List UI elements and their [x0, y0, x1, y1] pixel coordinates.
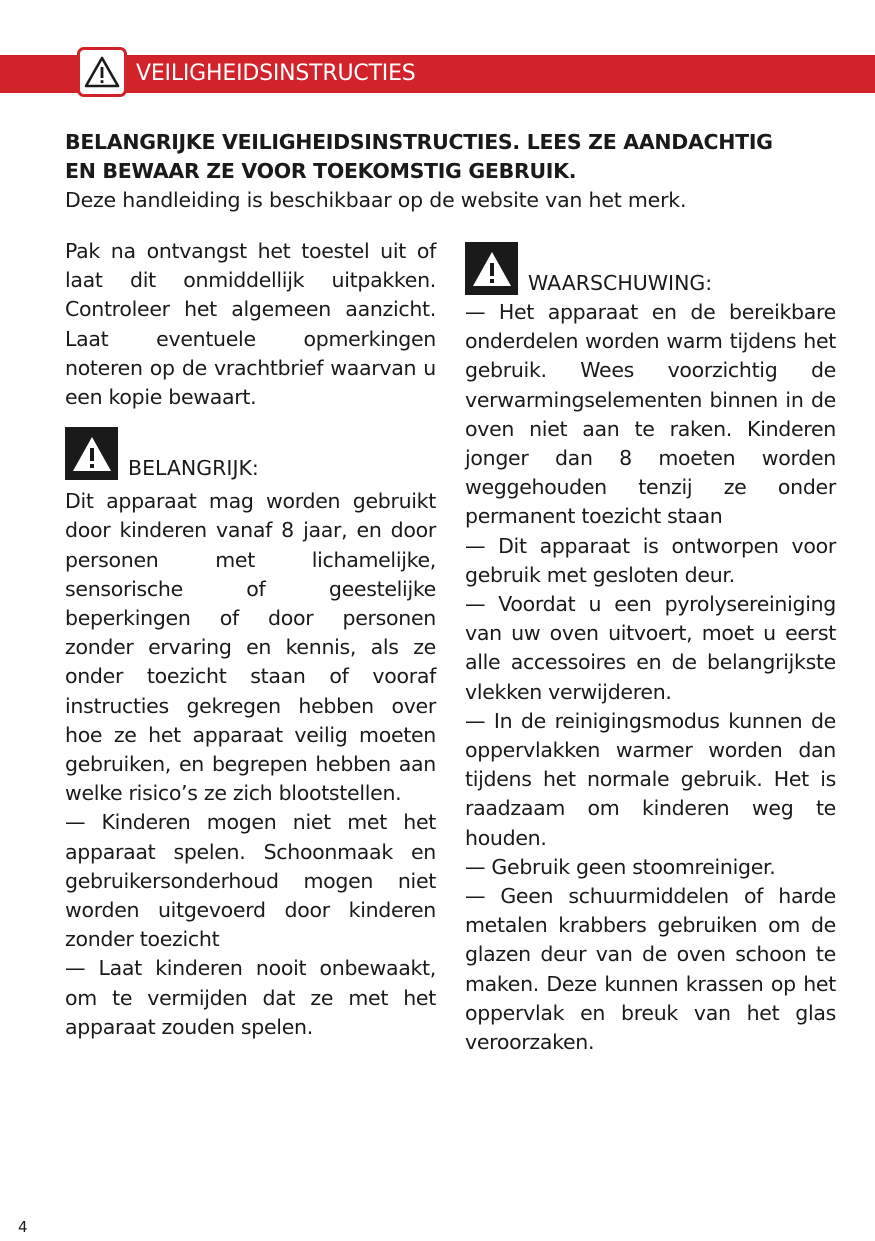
- abrasives-paragraph: — Geen schuurmiddelen of harde metalen krabbers gebruiken om de glazen deur van de oven schoon te maken. Deze kunnen krassen op het oppervlak en breuk van het glas veroorzaken.: [465, 884, 836, 1055]
- right-column: [465, 240, 836, 1057]
- section-header-banner: [0, 55, 875, 93]
- important-label: BELANGRIJK:: [128, 456, 259, 481]
- cleaning-mode-paragraph: — In de reinigingsmodus kunnen de oppervlakken warmer worden dan tijdens het normale gebruik. Het is raadzaam om kinderen weg te houden.: [465, 708, 836, 850]
- warning-heading: [465, 242, 836, 295]
- steam-cleaner-paragraph: — Gebruik geen stoomreiniger.: [465, 854, 776, 879]
- children-usage-paragraph: Dit apparaat mag worden gebruikt door kinderen vanaf 8 jaar, en door personen met lichamelijke, sensorische of geestelijke beperkingen of door personen zonder ervaring en kennis, als ze onder toezicht staan of vooraf instructies gekregen hebben over hoe ze het apparaat veilig moeten gebruiken, en begrepen hebben aan welke risico’s ze zich blootstellen.: [65, 489, 436, 806]
- warning-triangle-icon: [84, 56, 120, 88]
- warning-icon: [465, 242, 518, 295]
- unattended-paragraph: — Laat kinderen nooit onbewaakt, om te vermijden dat ze met het apparaat zouden spelen.: [65, 956, 436, 1039]
- important-heading: [65, 427, 436, 480]
- left-column: [65, 237, 436, 1042]
- hot-parts-paragraph: — Het apparaat en de bereikbare onderdelen worden warm tijdens het gebruik. Wees voorzichtig de verwarmingselementen binnen in de oven niet aan te raken. Kinderen jonger dan 8 moeten worden weggehouden tenzij ze onder permanent toezicht staan: [465, 300, 836, 529]
- header-warning-badge: [77, 47, 127, 97]
- page-number: 4: [18, 1218, 28, 1236]
- unpack-paragraph: Pak na ontvangst het toestel uit of laat dit onmiddellijk uitpakken. Controleer het algemeen aanzicht. Laat eventuele opmerkingen noteren op de vrachtbrief waarvan u een kopie bewaart.: [65, 239, 436, 410]
- closed-door-paragraph: — Dit apparaat is ontworpen voor gebruik met gesloten deur.: [465, 533, 836, 587]
- intro-block: [65, 128, 865, 215]
- intro-subtitle: Deze handleiding is beschikbaar op de website van het merk.: [65, 188, 687, 212]
- pyrolysis-paragraph: — Voordat u een pyrolysereiniging van uw oven uitvoert, moet u eerst alle accessoires en de belangrijkste vlekken verwijderen.: [465, 592, 836, 704]
- important-warning-icon: [65, 427, 118, 480]
- warning-label: WAARSCHUWING:: [528, 271, 713, 295]
- intro-heading-line-1: BELANGRIJKE VEILIGHEIDSINSTRUCTIES. LEES ZE AANDACHTIG: [65, 130, 773, 154]
- children-play-paragraph: — Kinderen mogen niet met het apparaat spelen. Schoonmaak en gebruikersonderhoud mogen niet worden uitgevoerd door kinderen zonder toezicht: [65, 810, 436, 952]
- section-title: VEILIGHEIDSINSTRUCTIES: [136, 61, 416, 86]
- intro-heading-line-2: EN BEWAAR ZE VOOR TOEKOMSTIG GEBRUIK.: [65, 159, 577, 183]
